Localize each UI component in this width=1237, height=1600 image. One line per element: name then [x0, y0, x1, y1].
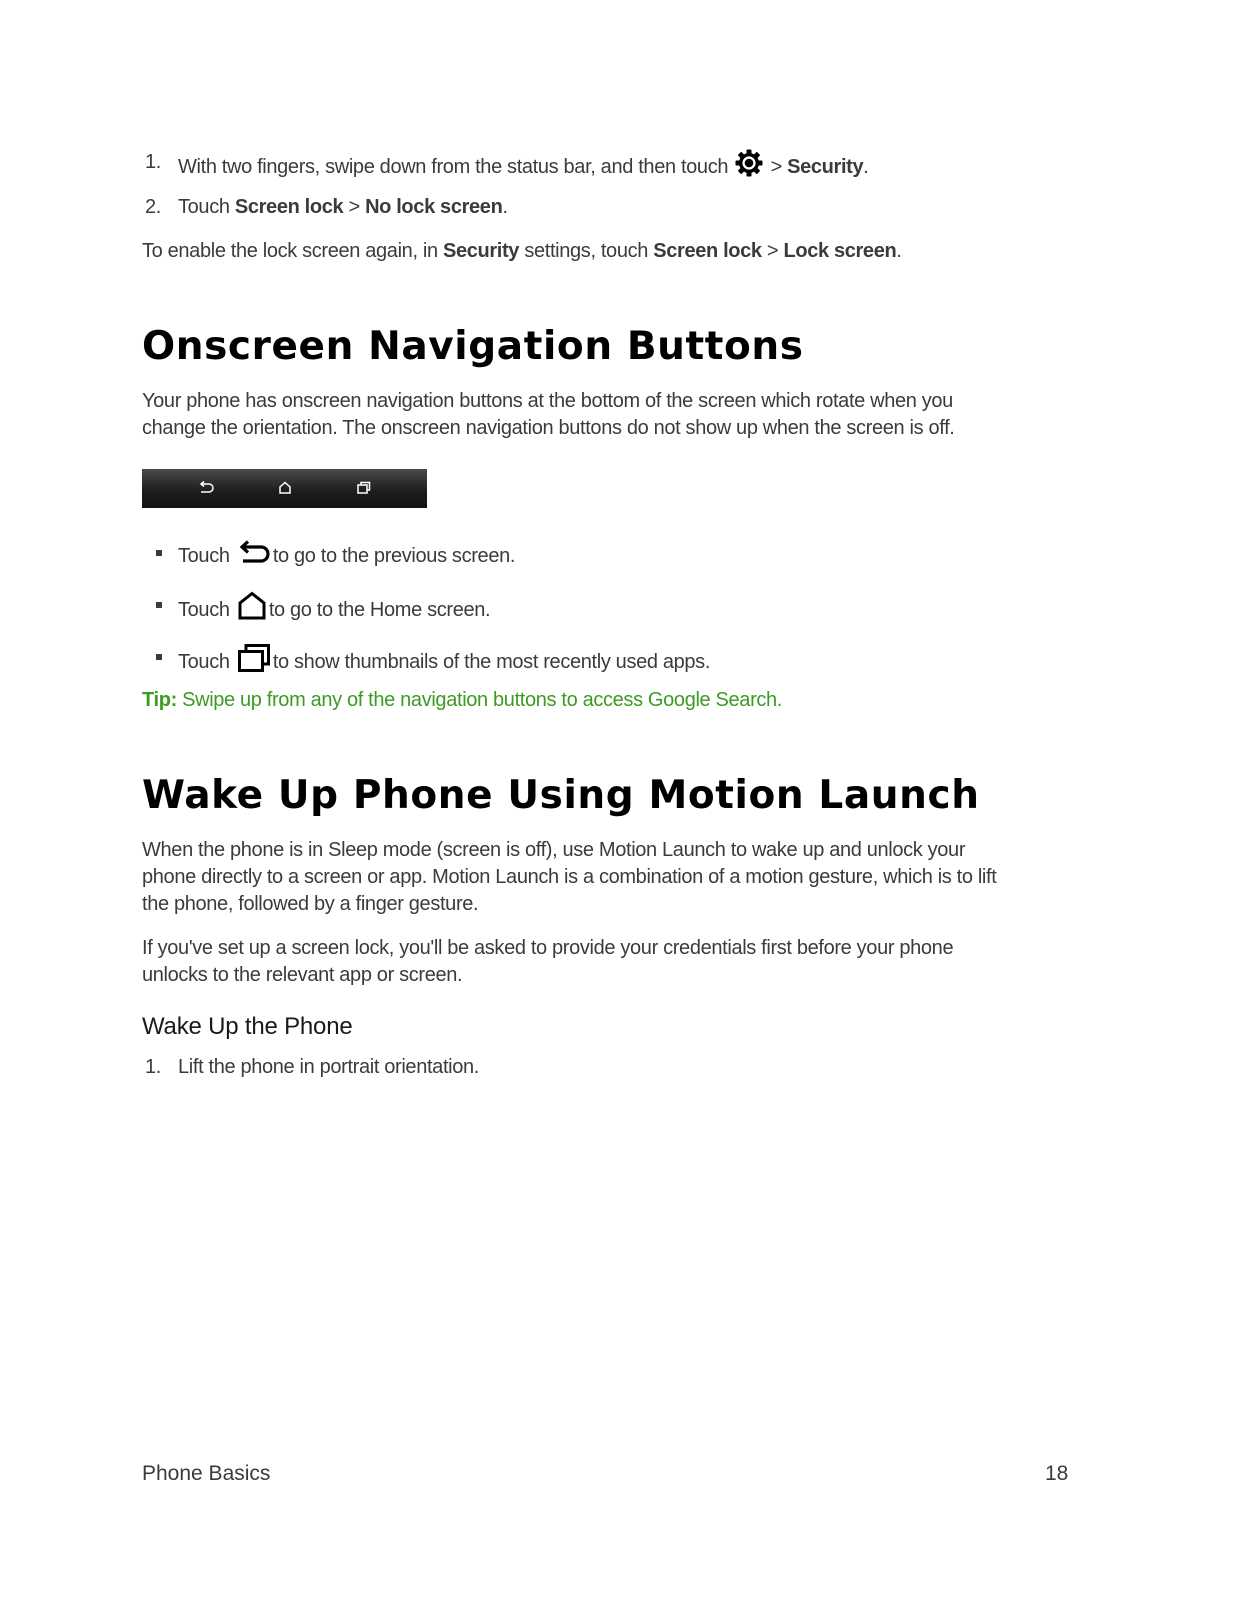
section-heading: Wake Up Phone Using Motion Launch	[142, 773, 980, 818]
paragraph: When the phone is in Sleep mode (screen is off), use Motion Launch to wake up and unlock your phone directly to a screen or app. Motion Launch is a combination of a motion gesture, which is to lift the phone, followed by a finger gesture.	[142, 839, 997, 915]
gear-icon	[735, 149, 763, 184]
screen-lock-label: Screen lock	[234, 196, 344, 218]
navigation-bar-image	[142, 469, 427, 508]
tip-note	[142, 687, 782, 714]
no-lock-screen-label: No lock screen	[365, 196, 503, 218]
paragraph: If you've set up a screen lock, you'll be asked to provide your credentials first before your phone unlocks to the relevant app or screen.	[142, 937, 954, 986]
home-icon	[277, 480, 293, 501]
step-number: 1.	[145, 151, 161, 173]
home-icon	[237, 591, 267, 627]
step-number: 1.	[145, 1056, 161, 1078]
back-icon	[198, 480, 214, 501]
bullet	[156, 550, 162, 556]
tip-label: Tip:	[142, 689, 177, 711]
step-number: 2.	[145, 196, 161, 218]
page-number: 18	[1045, 1462, 1069, 1485]
intro-paragraph: Your phone has onscreen navigation buttons at the bottom of the screen which rotate when you change the orientation. The onscreen navigation buttons do not show up when the screen is off.	[142, 390, 955, 439]
back-icon	[237, 539, 271, 573]
bullet	[156, 602, 162, 608]
step-text: With two fingers, swipe down from the status bar, and then touch	[178, 156, 729, 178]
subheading: Wake Up the Phone	[142, 1013, 353, 1040]
step-text: Lift the phone in portrait orientation.	[178, 1056, 479, 1078]
separator: >	[770, 156, 782, 178]
section-heading: Onscreen Navigation Buttons	[142, 324, 804, 369]
recent-apps-icon	[237, 643, 271, 679]
security-label: Security	[787, 156, 864, 178]
footer-section-name: Phone Basics	[142, 1462, 271, 1485]
tip-text: Swipe up from any of the navigation buttons to access Google Search.	[182, 689, 783, 711]
reenable-paragraph: To enable the lock screen again, in Security settings, touch Screen lock > Lock screen.	[142, 240, 902, 262]
recent-apps-icon	[356, 480, 372, 501]
bullet	[156, 654, 162, 660]
